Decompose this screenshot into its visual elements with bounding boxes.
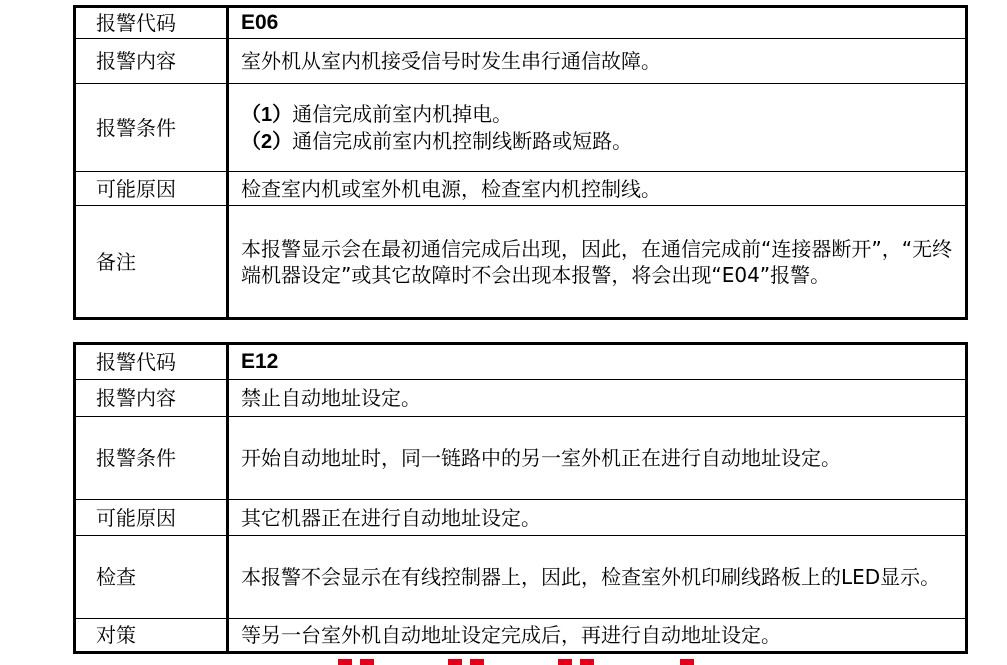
code-label: 报警代码 [75, 344, 228, 380]
condition-item: （1）通信完成前室内机掉电。 [241, 101, 513, 126]
red-mark [360, 659, 374, 665]
table-row [75, 536, 967, 619]
alarm-measure: 等另一台室外机自动地址设定完成后，再进行自动地址设定。 [228, 619, 967, 653]
alarm-content: 室外机从室内机接受信号时发生串行通信故障。 [228, 39, 967, 84]
note-label: 备注 [75, 206, 228, 319]
red-mark [338, 659, 352, 665]
condition-item: （2）通信完成前室内机控制线断路或短路。 [241, 128, 633, 153]
table-row [75, 39, 967, 84]
table-row [75, 380, 967, 417]
content-label: 报警内容 [75, 380, 228, 417]
table-row [75, 619, 967, 653]
alarm-table-e12 [73, 342, 968, 654]
alarm-code: E12 [228, 344, 967, 380]
alarm-cause: 检查室内机或室外机电源，检查室内机控制线。 [228, 172, 967, 206]
table-row [75, 172, 967, 206]
red-mark [558, 659, 572, 665]
table-row [75, 84, 967, 172]
table-row [75, 500, 967, 536]
condition-label: 报警条件 [75, 84, 228, 172]
table-row [75, 344, 967, 380]
table-row [75, 7, 967, 39]
content-label: 报警内容 [75, 39, 228, 84]
measure-label: 对策 [75, 619, 228, 653]
table-row [75, 206, 967, 319]
alarm-note: 本报警显示会在最初通信完成后出现，因此，在通信完成前“连接器断开”，“无终端机器设定”或其它故障时不会出现本报警，将会出现“E04”报警。 [228, 206, 967, 319]
stray-red-marks [330, 655, 710, 665]
check-label: 检查 [75, 536, 228, 619]
red-mark [580, 659, 594, 665]
table-row [75, 417, 967, 500]
alarm-cause: 其它机器正在进行自动地址设定。 [228, 500, 967, 536]
alarm-check: 本报警不会显示在有线控制器上，因此，检查室外机印刷线路板上的LED显示。 [228, 536, 967, 619]
cause-label: 可能原因 [75, 172, 228, 206]
code-label: 报警代码 [75, 7, 228, 39]
alarm-code: E06 [228, 7, 967, 39]
alarm-table-e06 [73, 5, 968, 320]
condition-label: 报警条件 [75, 417, 228, 500]
alarm-condition: 开始自动地址时，同一链路中的另一室外机正在进行自动地址设定。 [228, 417, 967, 500]
red-mark [680, 659, 694, 665]
cause-label: 可能原因 [75, 500, 228, 536]
alarm-conditions [228, 84, 967, 172]
alarm-content: 禁止自动地址设定。 [228, 380, 967, 417]
red-mark [448, 659, 462, 665]
red-mark [470, 659, 484, 665]
